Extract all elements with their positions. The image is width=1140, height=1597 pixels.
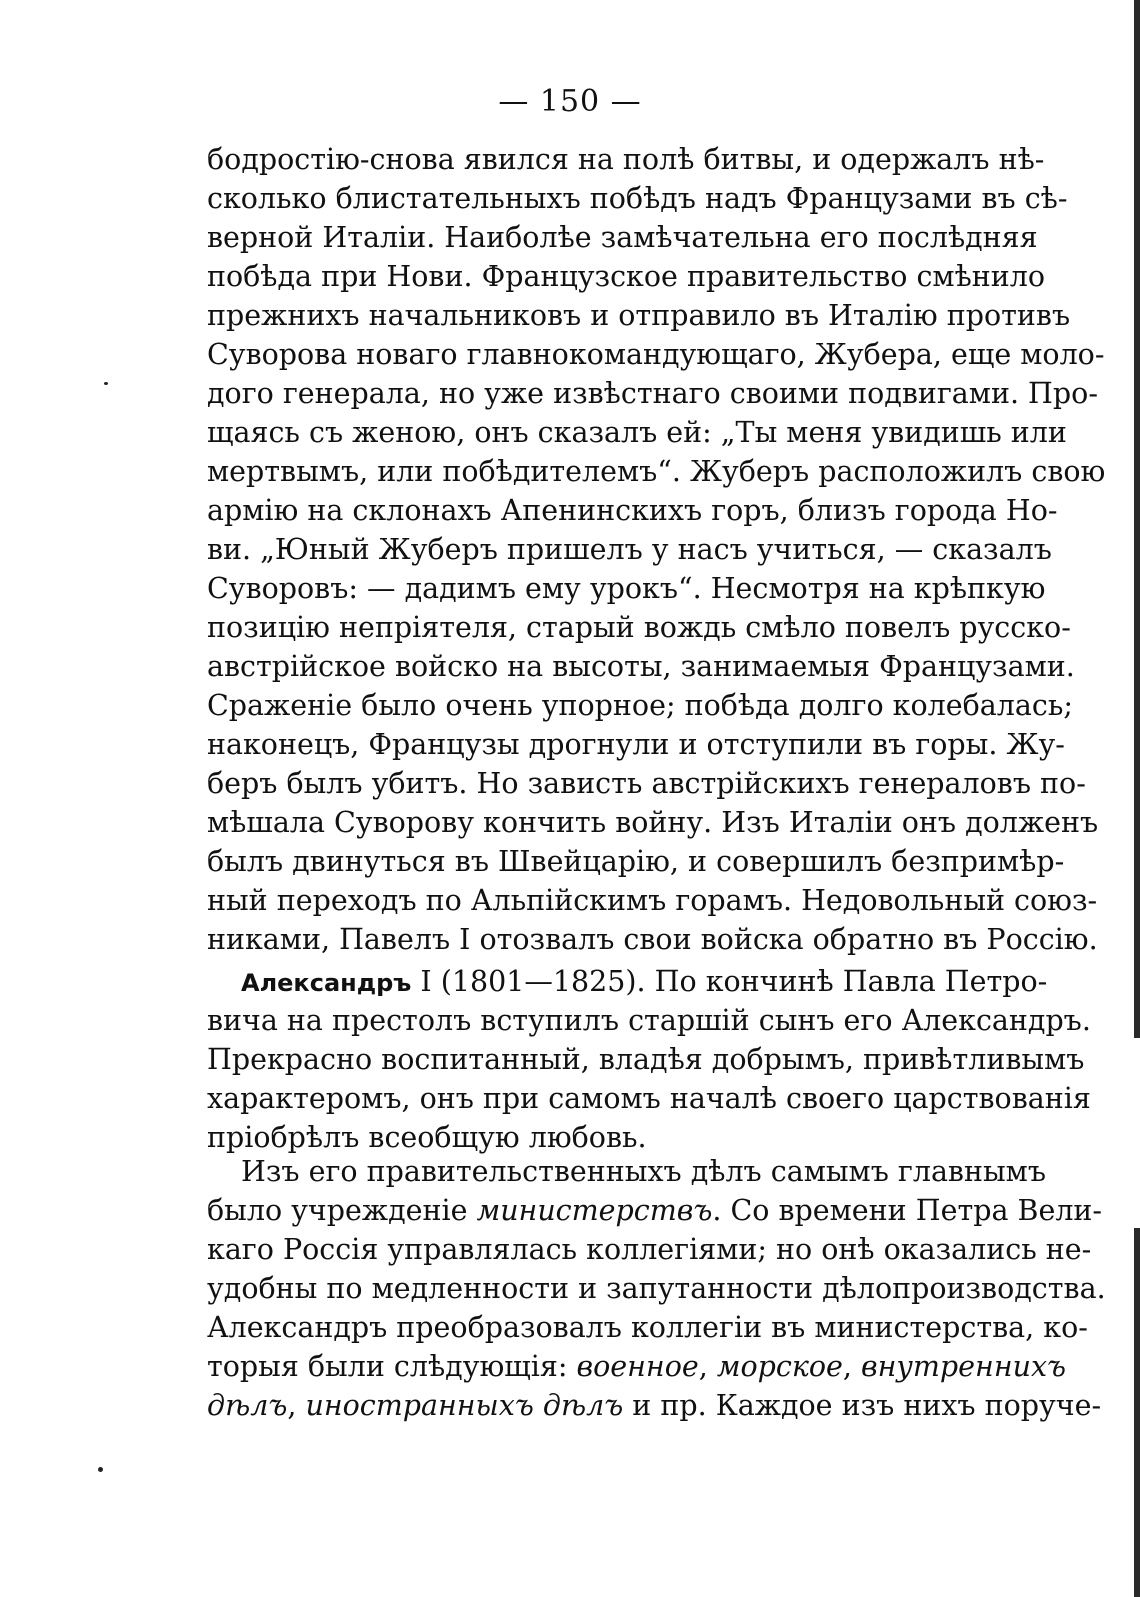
paragraph-alexander-i <box>207 962 1091 1157</box>
emphasized-term: иностранныхъ дѣлъ <box>305 1389 624 1422</box>
text-line: Изъ его правительственныхъ дѣлъ самымъ главнымъ <box>241 1155 1046 1188</box>
scan-speck <box>98 1467 103 1472</box>
text-line: Сраженіе было очень упорное; побѣда долго колебалась; <box>207 689 1073 722</box>
page-number: — 150 — <box>498 84 642 119</box>
text-line <box>207 962 1048 1001</box>
page-edge-shadow <box>1134 0 1140 1597</box>
text-line: наконецъ, Французы дрогнули и отступили въ горы. Жу- <box>207 728 1065 761</box>
emphasized-term: внутреннихъ <box>861 1350 1067 1383</box>
emphasized-term: военное <box>576 1350 699 1383</box>
text-line: пріобрѣлъ всеобщую любовь. <box>207 1121 647 1154</box>
text-line: былъ двинуться въ Швейцарію, и совершилъ безпримѣр- <box>207 845 1065 878</box>
text-line <box>207 1191 1103 1230</box>
text-fragment: и пр. Каждое изъ нихъ поруче- <box>623 1389 1102 1422</box>
text-fragment: , <box>842 1350 862 1383</box>
text-line: прежнихъ начальниковъ и отправило въ Италію противъ <box>207 299 1071 332</box>
text-line: мѣшала Суворову кончить войну. Изъ Италіи онъ долженъ <box>207 806 1099 839</box>
text-line: мертвымъ, или побѣдителемъ“. Жуберъ расположилъ свою <box>207 455 1106 488</box>
text-line: армію на склонахъ Апенинскихъ горъ, близъ города Но- <box>207 494 1058 527</box>
text-fragment: торыя были слѣдующія: <box>207 1350 577 1383</box>
heading-line-rest: I (1801—1825). По кончинѣ Павла Петро- <box>411 965 1048 998</box>
text-line: австрійское войско на высоты, занимаемыя Французами. <box>207 650 1075 683</box>
text-line: характеромъ, онъ при самомъ началѣ своего царствованія <box>207 1082 1091 1115</box>
text-line: ви. „Юный Жуберъ пришелъ у насъ учиться, — сказалъ <box>207 533 1052 566</box>
text-line: верной Италіи. Наиболѣе замѣчательна его послѣдняя <box>207 221 1038 254</box>
text-line: побѣда при Нови. Французское правительство смѣнило <box>207 260 1046 293</box>
text-line: вича на престолъ вступилъ старшій сынъ его Александръ. <box>207 1004 1091 1037</box>
text-line: беръ былъ убитъ. Но зависть австрійскихъ генераловъ по- <box>207 767 1086 800</box>
emphasized-term: министерствъ <box>476 1194 713 1227</box>
scan-speck <box>104 382 108 385</box>
text-fragment: , <box>287 1389 306 1422</box>
text-line: никами, Павелъ I отозвалъ свои войска обратно въ Россію. <box>207 923 1098 956</box>
emphasized-term: дѣлъ <box>207 1389 288 1422</box>
text-line <box>207 1347 1067 1386</box>
text-line: щаясь съ женою, онъ сказалъ ей: „Ты меня увидишь или <box>207 416 1067 449</box>
text-line: бодростію-снова явился на полѣ битвы, и одержалъ нѣ- <box>207 143 1045 176</box>
paragraph-ministries <box>207 1152 1106 1425</box>
text-fragment: . Со времени Петра Вели- <box>712 1194 1103 1227</box>
text-line: Суворовъ: — дадимъ ему урокъ“. Несмотря на крѣпкую <box>207 572 1046 605</box>
text-line: ный переходъ по Альпійскимъ горамъ. Недовольный союз- <box>207 884 1098 917</box>
text-fragment: было учрежденіе <box>207 1194 477 1227</box>
text-line: каго Россія управлялась коллегіями; но онѣ оказались не- <box>207 1233 1092 1266</box>
emphasized-term: морское <box>716 1350 843 1383</box>
text-line: дого генерала, но уже извѣстнаго своими подвигами. Про- <box>207 377 1098 410</box>
text-line: Прекрасно воспитанный, владѣя добрымъ, привѣтливымъ <box>207 1043 1085 1076</box>
text-line: удобны по медленности и запутанности дѣлопроизводства. <box>207 1272 1106 1305</box>
paragraph-suvorov-italy <box>207 140 1106 959</box>
text-line <box>207 1386 1102 1425</box>
text-fragment: , <box>698 1350 717 1383</box>
text-line: сколько блистательныхъ побѣдъ надъ Французами въ сѣ- <box>207 182 1068 215</box>
text-line: Суворова новаго главнокомандующаго, Жубера, еще моло- <box>207 338 1105 371</box>
section-heading: Александръ <box>241 969 412 997</box>
page-edge-gap <box>1134 1038 1140 1228</box>
text-line: Александръ преобразовалъ коллегіи въ министерства, ко- <box>207 1311 1088 1344</box>
text-line: позицію непріятеля, старый вождь смѣло повелъ русско- <box>207 611 1071 644</box>
